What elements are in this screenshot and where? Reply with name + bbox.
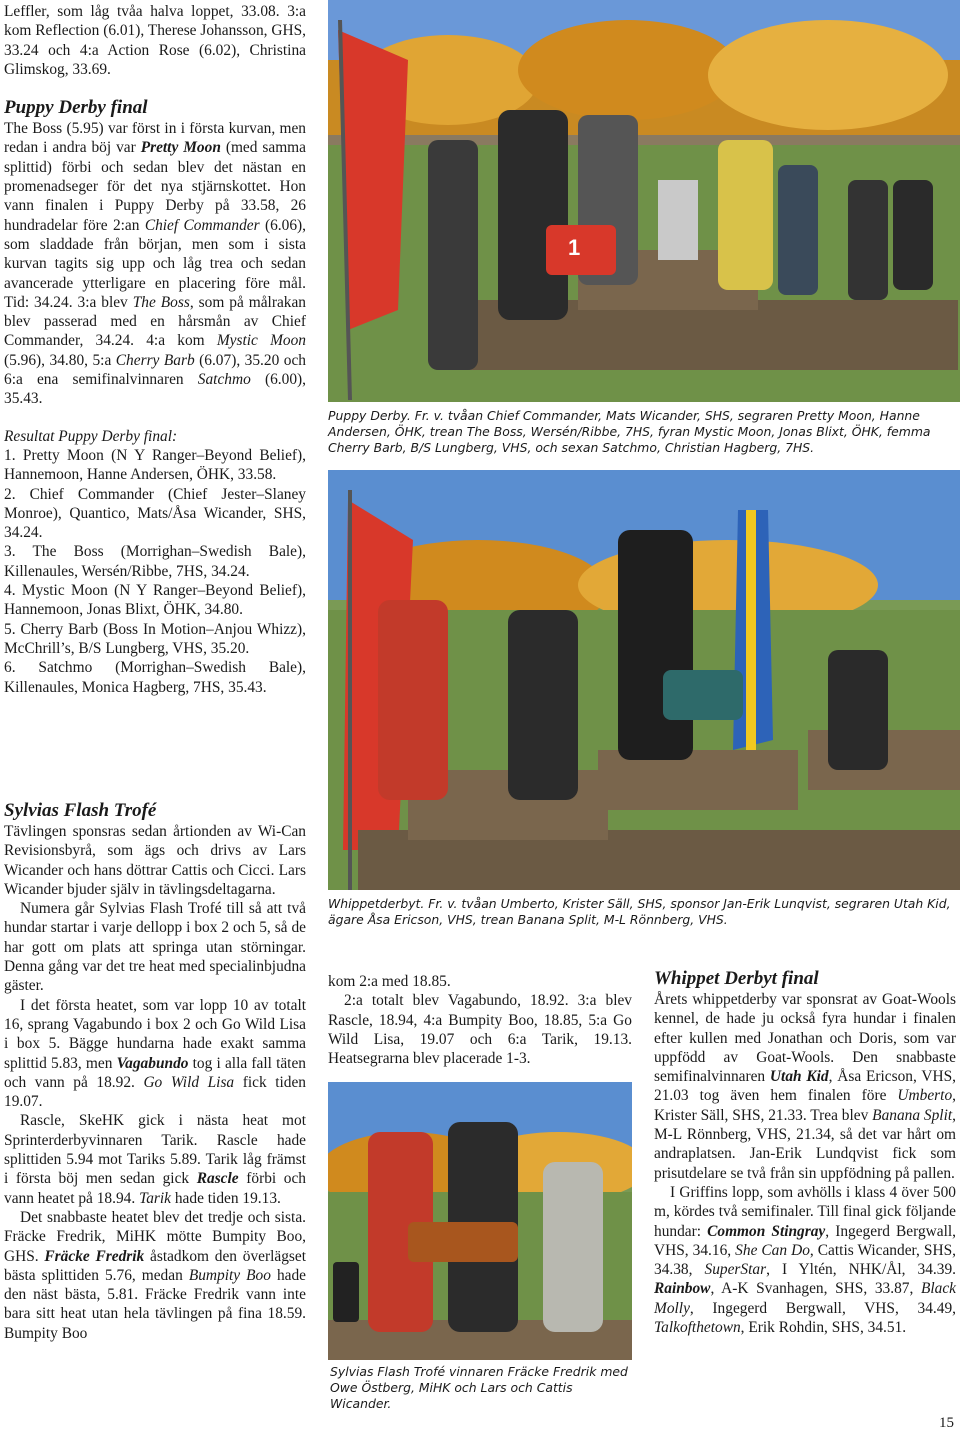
middle-column <box>328 972 632 1068</box>
middle-p1: kom 2:a med 18.85. <box>328 973 451 990</box>
page-number: 15 <box>939 1415 954 1431</box>
middle-p2: 2:a totalt blev Vagabundo, 18.92. 3:a blev Rascle, 18.94, 4:a Bumpity Boo, 18.85, 5:a Go Wild Lisa, 19.07 och 6:a Tarik, 19.13. Heatsegrarna blev placerade 1-3. <box>328 992 632 1068</box>
whippetderby-caption: Whippetderbyt. Fr. v. tvåan Umberto, Krister Säll, SHS, sponsor Jan-Erik Lunqvist, segraren Utah Kid, ägare Åsa Ericson, VHS, trean Banana Split, M-L Rönnberg, VHS. <box>328 896 951 928</box>
sylvias-flash-caption: Sylvias Flash Trofé vinnaren Fräcke Fredrik med Owe Östberg, MiHK och Lars och Cattis Wicander. <box>330 1364 628 1412</box>
puppy-derby-photo <box>328 0 960 402</box>
results-heading: Resultat Puppy Derby final: <box>4 427 178 445</box>
result-item: 2. Chief Commander (Chief Jester–Slaney Monroe), Quantico, Mats/Åsa Wicander, SHS, 34.24. <box>4 485 306 542</box>
sylvias-heading: Sylvias Flash Trofé <box>4 800 157 821</box>
puppy-derby-paragraph: The Boss (5.95) var först in i första kurvan, men redan i andra böj var Pretty Moon (med samma splittid) förbi och sedan blev det nästan en promenadseger för det nya stjärnskottet. Hon vann finalen i Puppy Derby på 33.58, 26 hundradelar före 2:an Chief Commander (6.06), som sladdade från början, men som i sista kurvan tagits sig upp och låg trea och sedan avancerade ytterligare en placering före mål. Tid: 34.24. 3:a blev The Boss, som på målrakan blev passerad med en hårsmån av Chief Commander, 34.24. 4:a kom Mystic Moon (5.96), 34.80, 5:a Cherry Barb (6.07), 35.20 och 6:a ena semifinalvinnaren Satchmo (6.00), 35.43. <box>4 120 306 408</box>
sylvias-p5: Det snabbaste heatet blev det tredje och sista. Fräcke Fredrik, MiHK mötte Bumpity Boo, GHS. Fräcke Fredrik åstadkom den överlägset bästa splittiden 5.76, medan Bumpity Boo hade den näst bästa, 5.81. Fräcke Fredrik vann inte bara sitt heat utan hela tävlingen på fina 18.59. Bumpity Boo <box>4 1208 306 1342</box>
whippet-derby-heading: Whippet Derbyt final <box>654 968 819 989</box>
sylvias-column <box>4 800 306 1343</box>
left-column <box>4 2 306 697</box>
sylvias-p3: I det första heatet, som var lopp 10 av totalt 16, sprang Vagabundo i box 2 och Go Wild Lisa i box 5. Bägge hundarna hade exakt samma splittid 5.83, men Vagabundo tog i alla fall täten och vann på 18.92. Go Wild Lisa fick tiden 19.07. <box>4 996 306 1111</box>
result-item: 5. Cherry Barb (Boss In Motion–Anjou Whizz), McChrill’s, B/S Lungberg, VHS, 35.20. <box>4 620 306 657</box>
puppy-derby-heading: Puppy Derby final <box>4 97 148 119</box>
right-column <box>654 968 956 1337</box>
sylvias-flash-photo <box>328 1082 632 1360</box>
whippet-p1: Årets whippetderby var sponsrat av Goat-Wools kennel, de hade ju också fyra hundar i finalen efter kullen med Jonathan och Doris, som var uppfödd av Goat-Wools. Den snabbaste semifinalvinnaren Utah Kid, Åsa Ericson, VHS, 21.03 tog även hem finalen före Umberto, Krister Säll, SHS, 21.33. Trea blev Banana Split, M-L Rönnberg, VHS, 21.34, så det var hårt om andraplatsen. Jan-Erik Lundqvist fick som prisutdelare se två från sin uppfödning på pallen. <box>654 991 957 1182</box>
result-item: 4. Mystic Moon (N Y Ranger–Beyond Belief), Hannemoon, Jonas Blixt, ÖHK, 34.80. <box>4 582 306 619</box>
result-item: 1. Pretty Moon (N Y Ranger–Beyond Belief), Hannemoon, Hanne Andersen, ÖHK, 33.58. <box>4 446 306 484</box>
lead-paragraph: Leffler, som låg tvåa halva loppet, 33.08. 3:a kom Reflection (6.01), Therese Johansson, GHS, 33.24 och 4:a Action Rose (6.02), Christina Glimskog, 33.69. <box>4 3 306 78</box>
whippet-p2: I Griffins lopp, som avhölls i klass 4 över 500 m, kördes två semifinaler. Till final gick följande hundar: Common Stingray, Ingegerd Bergwall, VHS, 34.16, She Can Do, Cattis Wicander, SHS, 34.38, SuperStar, I Yltén, NHK/Ål, 34.39. Rainbow, A-K Svanhagen, SHS, 33.87, Black Molly, Ingegerd Bergwall, VHS, 34.49, Talkofthetown, Erik Rohdin, SHS, 34.51. <box>654 1183 956 1337</box>
bib-number: 1 <box>568 235 581 260</box>
result-item: 3. The Boss (Morrighan–Swedish Bale), Killenaules, Wersén/Ribbe, 7HS, 34.24. <box>4 543 306 580</box>
sylvias-p4: Rascle, SkeHK gick i nästa heat mot Sprinterderbyvinnaren Tarik. Rascle hade splittiden 5.94 mot Tariks 5.89. Tarik låg främst i första böj men sedan gick Rascle förbi och vann heatet på 18.94. Tarik hade tiden 19.13. <box>4 1112 306 1207</box>
whippetderby-photo <box>328 470 960 890</box>
sylvias-p1: Tävlingen sponsras sedan årtionden av Wi-Can Revisionsbyrå, som ägs och drivs av Lars Wicander och hans döttrar Cattis och Cicci. Lars Wicander bjuder själv in tävlingsdeltagarna. <box>4 823 306 898</box>
puppy-derby-caption: Puppy Derby. Fr. v. tvåan Chief Commander, Mats Wicander, SHS, segraren Pretty Moon, Hanne Andersen, ÖHK, trean The Boss, Wersén/Ribbe, 7HS, fyran Mystic Moon, Jonas Blixt, ÖHK, femma Cherry Barb, B/S Lungberg, VHS, och sexan Satchmo, Christian Hagberg, 7HS. <box>328 408 931 456</box>
result-item: 6. Satchmo (Morrighan–Swedish Bale), Killenaules, Monica Hagberg, 7HS, 35.43. <box>4 659 306 696</box>
sylvias-p2: Numera går Sylvias Flash Trofé till så att två hundar startar i varje dellopp i box 2 och 5, så de har gott om plats att springa utan störningar. Denna gång var det tre heat med specialinbjudna gäster. <box>4 900 306 995</box>
